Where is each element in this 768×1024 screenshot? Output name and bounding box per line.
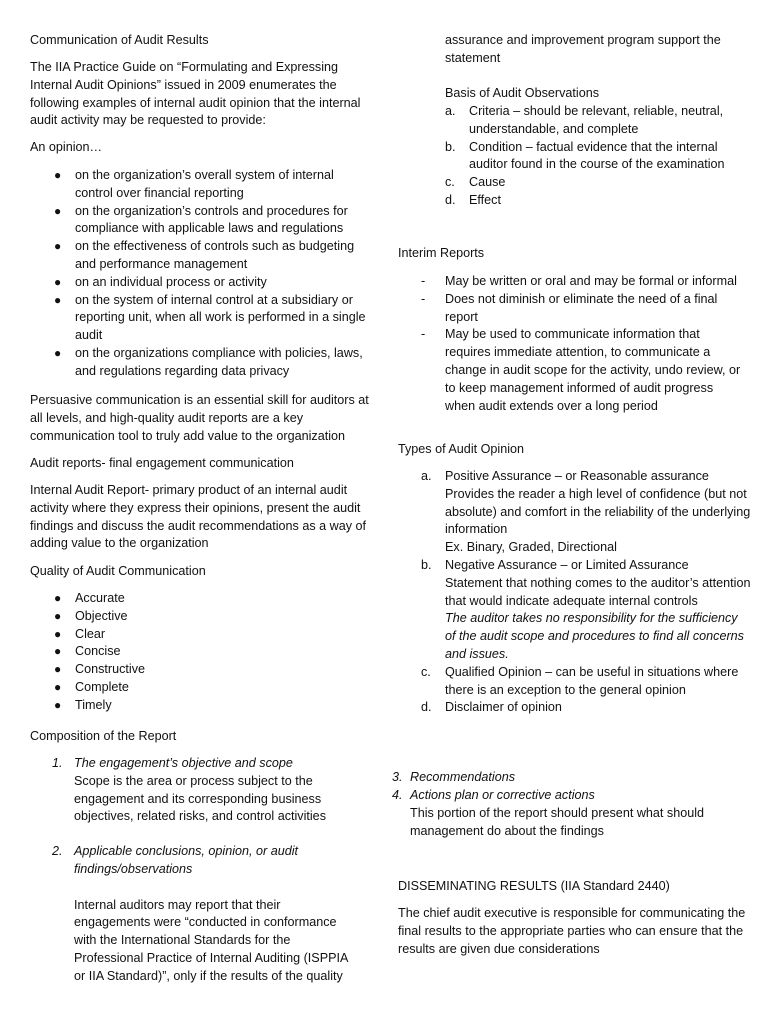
bullet-icon: ● [54, 608, 62, 623]
quality-heading: Quality of Audit Communication [30, 564, 206, 578]
item-title: The engagement’s objective and scope [74, 756, 293, 770]
composition-item-1: 1. The engagement’s objective and scope Scope is the area or process subject to the engagement and its corresponding business objectives, related risks, and control activities [52, 755, 352, 826]
opinion-label: An opinion… [30, 140, 103, 154]
composition-item-3: 3. Recommendations [392, 769, 742, 787]
basis-list [445, 103, 745, 210]
item-text: Internal auditors may report that their engagements were “conducted in conformance with the International Standards for the Professional Practice of Internal Auditing (ISPPIA or IIA Standard)”, only if the results of the quality [74, 897, 348, 983]
list-item: ● Concise [51, 643, 351, 661]
list-item: ● Accurate [51, 590, 351, 608]
item-title: Applicable conclusions, opinion, or audit findings/observations [74, 844, 299, 876]
bullet-icon: ● [54, 203, 62, 218]
interim-list [421, 273, 741, 415]
item-title: Negative Assurance – or Limited Assurance [445, 557, 689, 572]
list-item: ● on the organization’s overall system of internal control over financial reporting [54, 168, 334, 200]
bullet-icon: ● [54, 239, 62, 254]
type-item-a: a. Positive Assurance – or Reasonable assurance Provides the reader a high level of confidence (but not absolute) and comfort in the reliability of the underlying information Ex. Binary, Graded, Directional [421, 468, 751, 557]
list-item: ● on the organization’s controls and procedures for compliance with applicable laws and regulations [54, 203, 348, 236]
list-item: ● Clear [51, 626, 351, 644]
bullet-icon: ● [54, 168, 62, 182]
item-title: Positive Assurance – or Reasonable assurance [445, 469, 709, 483]
types-list [421, 468, 751, 717]
bullet-icon: ● [54, 292, 62, 307]
intro-paragraph: The IIA Practice Guide on “Formulating and Expressing Internal Audit Opinions” issued in 2009 enumerates the following examples of internal audit opinion that the internal audit activity may be requested to provide: [30, 60, 361, 128]
section-heading: Communication of Audit Results [30, 33, 209, 47]
disseminating-heading: DISSEMINATING RESULTS (IIA Standard 2440) [398, 879, 670, 893]
list-item: - May be used to communicate information that requires immediate attention, to communicate a change in audit scope for the activity, undo review, or to keep management informed of audit progress when audit extends over a long period [421, 327, 741, 413]
list-item: ● Objective [51, 608, 351, 626]
list-item: b. Condition – factual evidence that the internal auditor found in the course of the examination [445, 139, 725, 172]
interim-heading: Interim Reports [398, 246, 485, 260]
quality-bullet-list [51, 590, 351, 715]
basis-heading: Basis of Audit Observations [445, 86, 600, 100]
list-item: c. Cause [445, 175, 506, 190]
list-item: ● Constructive [51, 661, 351, 679]
item-text: This portion of the report should present what should management do about the findings [410, 805, 705, 838]
list-item: ● on the effectiveness of controls such as budgeting and performance management [54, 239, 355, 271]
internal-audit-report-paragraph: Internal Audit Report- primary product of an internal audit activity where they express their opinions, present the audit findings and discuss the audit recommendations as a way of adding value to the organization [30, 483, 367, 551]
list-item: a. Criteria – should be relevant, reliable, neutral, understandable, and complete [445, 104, 724, 136]
types-heading: Types of Audit Opinion [398, 442, 525, 456]
list-item: ● on the organizations compliance with policies, laws, and regulations regarding data privacy [54, 345, 363, 378]
opinion-bullet-list [51, 167, 371, 381]
bullet-icon: ● [54, 345, 62, 360]
bullet-icon: ● [54, 662, 62, 677]
type-item-b: b. Negative Assurance – or Limited Assurance Statement that nothing comes to the auditor’s attention that would indicate adequate internal controls The auditor takes no responsibility for the sufficiency of the audit scope and procedures to find all concerns and issues. [421, 557, 751, 664]
list-item: ● Complete [51, 679, 351, 697]
bullet-icon: ● [54, 679, 62, 694]
disseminating-paragraph: The chief audit executive is responsible for communicating the final results to the appropriate parties who can ensure that the results are given due considerations [398, 906, 746, 956]
composition-item-4: 4. Actions plan or corrective actions This portion of the report should present what should management do about the findings [392, 787, 742, 840]
item-description: Statement that nothing comes to the auditor’s attention that would indicate adequate internal controls [445, 575, 751, 608]
list-item: ● on an individual process or activity [51, 274, 371, 292]
bullet-icon: ● [54, 626, 62, 641]
list-item: ● on the system of internal control at a subsidiary or reporting unit, when all work is performed in a single audit [54, 292, 366, 343]
list-item: d. Effect [445, 192, 501, 207]
item-text: Scope is the area or process subject to the engagement and its corresponding business objectives, related risks, and control activities [74, 773, 326, 824]
persuasive-paragraph: Persuasive communication is an essential skill for auditors at all levels, and high-quality audit reports are a key communication tool to truly add value to the organization [30, 393, 369, 443]
type-item-c: c. Qualified Opinion – can be useful in situations where there is an exception to the general opinion [421, 664, 739, 697]
composition-item-2: 2. Applicable conclusions, opinion, or audit findings/observations Internal auditors may report that their engagements were “conducted in conformance with the International Standards for the Professional Practice of Internal Auditing (ISPPIA or IIA Standard)”, only if the results of the quality [52, 843, 352, 986]
continued-text: assurance and improvement program support the statement [445, 33, 721, 65]
item-example: Ex. Binary, Graded, Directional [445, 540, 617, 555]
item-note: The auditor takes no responsibility for the sufficiency of the audit scope and procedures to find all concerns and issues. [445, 611, 744, 661]
bullet-icon: ● [54, 591, 62, 605]
bullet-icon: ● [54, 644, 62, 659]
list-item: - May be written or oral and may be formal or informal [421, 274, 737, 288]
item-title: Actions plan or corrective actions [410, 788, 595, 802]
bullet-icon: ● [54, 274, 62, 289]
item-title: Recommendations [410, 770, 515, 784]
type-item-d: d. Disclaimer of opinion [421, 700, 562, 715]
composition-heading: Composition of the Report [30, 729, 177, 743]
item-description: Provides the reader a high level of confidence (but not absolute) and comfort in the reliability of the underlying information [445, 486, 751, 537]
list-item: - Does not diminish or eliminate the need of a final report [421, 291, 718, 324]
bullet-icon: ● [54, 697, 62, 712]
list-item: ● Timely [51, 697, 351, 715]
audit-reports-line: Audit reports- final engagement communication [30, 456, 294, 470]
